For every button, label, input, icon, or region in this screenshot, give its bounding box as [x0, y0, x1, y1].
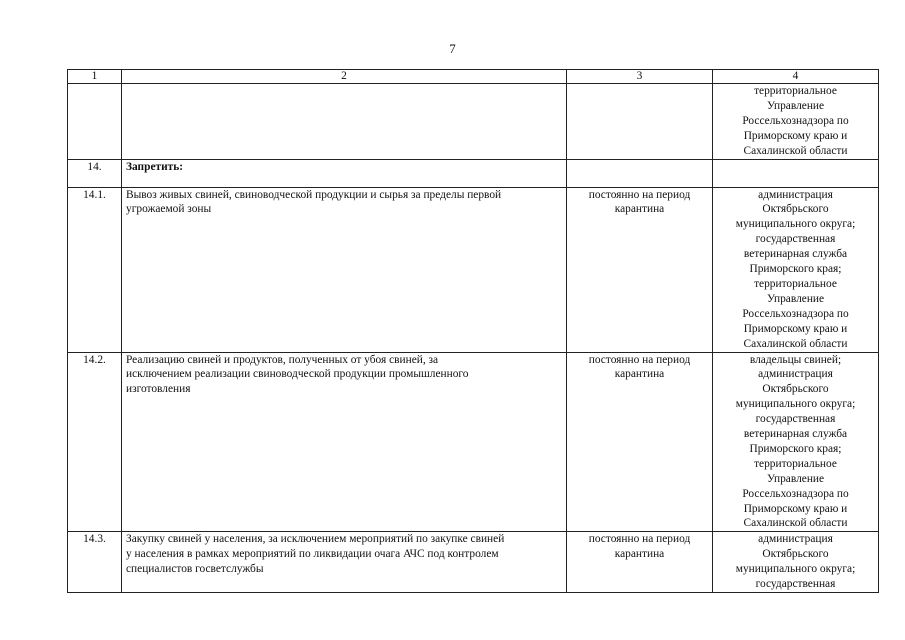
- responsible-line: Приморского края;: [749, 263, 842, 276]
- term-line: постоянно на период: [588, 353, 691, 366]
- term-cell: [567, 159, 713, 187]
- responsible-line: Сахалинской области: [743, 144, 848, 157]
- responsible-cell: [713, 352, 879, 532]
- responsible-line: Приморскому краю и: [743, 129, 848, 142]
- responsible-line: Сахалинской области: [743, 517, 848, 530]
- responsible-cell: [713, 187, 879, 352]
- table-row: [68, 159, 879, 187]
- responsible-line: муниципального округа;: [735, 563, 856, 576]
- measure-line: Реализацию свиней и продуктов, полученных от убоя свиней, за: [126, 353, 439, 366]
- header-col-2: 2: [122, 70, 567, 84]
- measure-cell: [122, 352, 567, 532]
- responsible-line: государственная: [755, 413, 836, 426]
- measure-cell: [122, 84, 567, 160]
- responsible-line: Приморского края;: [749, 442, 842, 455]
- responsible-line: муниципального округа;: [735, 218, 856, 231]
- responsible-line: Приморскому краю и: [743, 322, 848, 335]
- term-line: карантина: [614, 548, 665, 561]
- table-row: [68, 352, 879, 532]
- measures-table: [67, 69, 879, 593]
- table-header-row: [68, 70, 879, 84]
- table-row: [68, 187, 879, 352]
- responsible-line: ветеринарная служба: [743, 428, 848, 441]
- term-cell: [567, 352, 713, 532]
- responsible-line: территориальное: [754, 85, 837, 97]
- responsible-cell: [713, 532, 879, 593]
- table-row: [68, 84, 879, 160]
- responsible-line: Россельхознадзора по: [742, 307, 849, 320]
- responsible-line: Октябрьского: [762, 203, 829, 216]
- responsible-line: Управление: [766, 99, 825, 112]
- responsible-line: Россельхознадзора по: [742, 114, 849, 127]
- measure-line: Закупку свиней у населения, за исключением мероприятий по закупке свиней: [126, 533, 505, 546]
- header-col-3: 3: [567, 70, 713, 84]
- measure-line: специалистов госветслужбы: [126, 563, 264, 576]
- measure-cell: [122, 187, 567, 352]
- measure-line: угрожаемой зоны: [126, 203, 212, 216]
- term-cell: [567, 532, 713, 593]
- responsible-line: администрация: [758, 533, 833, 546]
- measure-cell: [122, 159, 567, 187]
- responsible-line: государственная: [755, 578, 836, 591]
- responsible-line: муниципального округа;: [735, 398, 856, 411]
- row-number: 14.1.: [68, 187, 122, 352]
- term-cell: [567, 187, 713, 352]
- measure-line: исключением реализации свиноводческой продукции промышленного: [126, 368, 469, 381]
- responsible-line: Октябрьского: [762, 383, 829, 396]
- responsible-line: территориальное: [754, 457, 837, 470]
- responsible-cell: [713, 159, 879, 187]
- term-line: постоянно на период: [588, 188, 691, 201]
- term-line: постоянно на период: [588, 533, 691, 546]
- row-number: 14.2.: [68, 352, 122, 532]
- measure-line: у населения в рамках мероприятий по ликвидации очага АЧС под контролем: [126, 548, 499, 561]
- term-cell: [567, 84, 713, 160]
- responsible-line: Управление: [766, 472, 825, 485]
- responsible-line: администрация: [758, 188, 833, 201]
- measure-cell: [122, 532, 567, 593]
- row-number: 14.: [68, 159, 122, 187]
- measure-line: Запретить:: [126, 160, 184, 173]
- header-col-1: 1: [68, 70, 122, 84]
- responsible-line: территориальное: [754, 277, 837, 290]
- responsible-line: государственная: [755, 233, 836, 246]
- responsible-line: Октябрьского: [762, 548, 829, 561]
- responsible-line: Приморскому краю и: [743, 502, 848, 515]
- row-number: 14.3.: [68, 532, 122, 593]
- measure-line: изготовления: [126, 383, 191, 396]
- term-line: карантина: [614, 203, 665, 216]
- responsible-cell: [713, 84, 879, 160]
- responsible-line: ветеринарная служба: [743, 248, 848, 261]
- responsible-line: Россельхознадзора по: [742, 487, 849, 500]
- row-number: [68, 84, 122, 160]
- table-row: [68, 532, 879, 593]
- measure-line: Вывоз живых свиней, свиноводческой продукции и сырья за пределы первой: [126, 188, 502, 201]
- header-col-4: 4: [713, 70, 879, 84]
- term-line: карантина: [614, 368, 665, 381]
- responsible-line: администрация: [758, 368, 833, 381]
- page-number: 7: [449, 41, 456, 56]
- responsible-line: Сахалинской области: [743, 337, 848, 350]
- responsible-line: владельцы свиней;: [749, 353, 842, 366]
- responsible-line: Управление: [766, 292, 825, 305]
